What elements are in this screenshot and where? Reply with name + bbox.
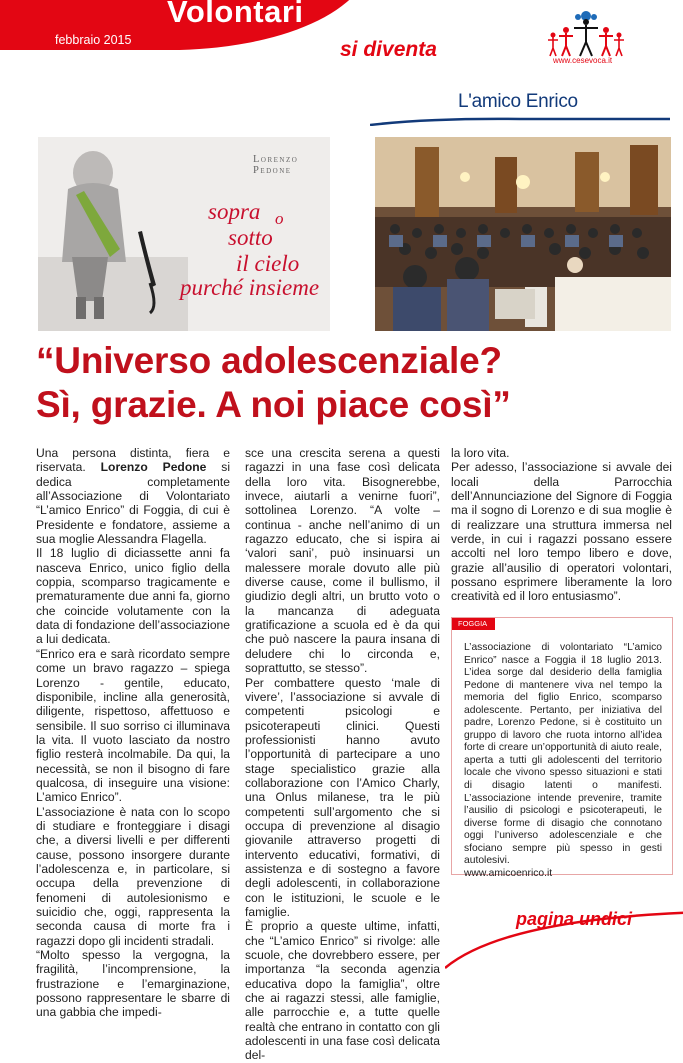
headline [36,339,511,427]
article-column-1 [36,446,230,1020]
logo-url: www.cesevoca.it [553,56,613,65]
info-box-paragraph: L’associazione di volontariato “L’amico Enrico” nasce a Foggia il 18 luglio 2013. L’idea sorge dal desiderio della famiglia Pedone di mantenere viva nel tempo la memoria del figlio Enrico, scomparso adolescente. Pertanto, per iniziativa del padre, Lorenzo Pedone, si è costituito un gruppo di lavoro che ruota intorno all’idea forte di creare un’opportunità di aiuto reale, aperta a tutti gli adolescenti del territorio locale che vivono spesso situazioni e stati di disagio latenti o manifesti. L’associazione intende prevenire, tramite l’ausilio di psicologi e psicoterapeuti, le diverse forme di disagio che connotano oggi l’universo adolescenziale e che sfociano sempre più spesso in gesti autolesivi. [464,642,662,867]
article-paragraph: sce una crescita serena a questi ragazzi in una fase così delicata della loro vita. Bisognerebbe, invece, aiutarli a venirne fuori”, sottolinea Lorenzo. “A volte – continua - anche nell’animo di un ragazzo educato, che si ispira ai ‘valori sani’, può insinuarsi un malessere morale dovuto alle più diverse cause, come il bullismo, il giudizio degli altri, un brutto voto o la mancanza di adeguata gratificazione a scuola ed è da qui che può nascere la paura insana di deludere chi lo circonda e, soprattutto, se stesso”. [245,446,440,676]
book-title-word-4: il cielo [236,251,300,276]
info-box [451,617,673,879]
book-cover-image [38,137,330,331]
section-underline [370,116,670,126]
article-paragraph: Per combattere questo ‘male di vivere’, l’associazione si avvale di competenti psicologi e psicoterapeuti clinici. Questi professionisti hanno avuto l’opportunità di partecipare a uno stage specialistico grazie alla collaborazione con l’Amico Charly, una Onlus milanese, tra le più competenti sull’argomento che si occupa di prevenzione al disagio giovanile attraverso progetti di intervento educativi, formativi, di assistenza e di sostegno a favore degli adolescenti, in collaborazione con le istituzioni, le scuole e le famiglie. [245,675,440,919]
masthead-subtitle: si diventa [340,38,437,61]
article-paragraph: È proprio a queste ultime, infatti, che “L’amico Enrico” si rivolge: alle scuole, che dovrebbero essere, per importanza “la seconda agenzia educativa dopo la famiglia”, oltre che ai ragazzi stessi, alle famiglie, alle parrocchie e, a tutte quelle realtà che entrano in contatto con gli adolescenti in una fase così delicata del- [245,919,440,1063]
info-box-text [464,642,662,880]
book-title-word-2: o [275,209,284,228]
article-column-3 [451,446,672,604]
book-title-word-3: sotto [228,225,273,250]
article-paragraph: Una persona distinta, fiera e riservata. Lorenzo Pedone si dedica completamente all’Associazione di Volontariato “L’amico Enrico” di Foggia, di cui è Presidente e fondatore, assieme a sua moglie Alessandra Flagella. [36,446,230,547]
audience-illustration [375,137,671,331]
section-title: L'amico Enrico [458,91,578,112]
book-title-word-1: sopra [208,199,261,224]
info-box-tag: FOGGIA [452,618,495,630]
article-paragraph: “Molto spesso la vergogna, la fragilità, l’incomprensione, la frustrazione e l’emarginazione, possono rappresentare le sbarre di una gabbia che impedi- [36,948,230,1020]
book-author: Lorenzo Pedone [253,154,299,176]
article-column-2 [245,446,440,1063]
masthead-title: Volontari [167,0,304,29]
article-paragraph: “Enrico era e sarà ricordato sempre come un bravo ragazzo – spiega Lorenzo - gentile, educato, disponibile, incline alla generosità, diligente, rispettoso, affettuoso e sensibile. Il suo sorriso ci illuminava la vita. Il vuoto lasciato da nostro figlio resterà incolmabile. Da qui, la necessità, se non il bisogno di fare qualcosa, di inseguire una visione: L’amico Enrico”. [36,646,230,805]
page-label: pagina undici [516,909,633,929]
article-paragraph: L’associazione è nata con lo scopo di studiare e fronteggiare i disagi che, a diversi livelli e per differenti cause, possono insorgere durante l’adolescenza e, in particolare, si occupa della prevenzione di fenomeni di autolesionismo e suicidio che, oggi, rappresenta la seconda causa di morte fra i ragazzi dopo gli incidenti stradali. [36,804,230,948]
headline-line-1: “Universo adolescenziale? [36,340,502,381]
issue-date: febbraio 2015 [55,33,132,47]
info-box-url: www.amicoenrico.it [464,867,553,879]
article-paragraph: Per adesso, l’associazione si avvale dei locali della Parrocchia dell’Annunciazione del Signore di Foggia ma il sogno di Lorenzo e di sua moglie è di realizzare una struttura immersa nel verde, in cui i ragazzi possano essere accolti nel loro tempo libero e dove, grazie all’ausilio di operatori volontari, possano esprimere liberamente la loro creatività ed il loro entusiasmo”. [451,460,672,604]
book-title-word-5: purché insieme [180,275,320,300]
article-paragraph: la loro vita. [451,446,510,460]
article-paragraph: Il 18 luglio di diciassette anni fa nasceva Enrico, unico figlio della coppia, scomparso tragicamente e prematuramente due anni fa, giorno che coincide volutamente con la data di fondazione dell’associazione a lui dedicata. [36,546,230,647]
conference-photo [375,137,671,331]
headline-line-2: Sì, grazie. A noi piace così” [36,384,511,425]
